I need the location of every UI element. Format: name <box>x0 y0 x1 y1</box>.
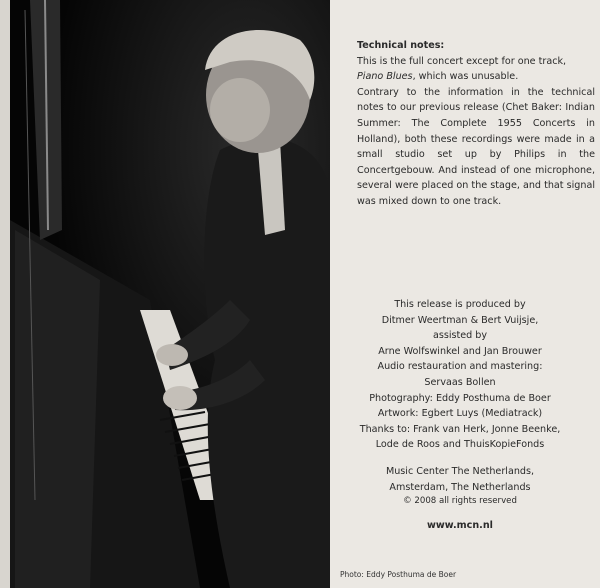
intro-text: This is the full concert except for one track, <box>357 55 567 67</box>
technical-notes-paragraph: Contrary to the information in the technical notes to our previous release (Chet Baker: Indian Summer: The Complete 1955 Concerts in Holland), both these recordings were made in a small studio set up by Philips in the Concertgebouw. And instead of one microphone, several were placed on the stage, and that signal was mixed down to one track. <box>357 86 595 207</box>
credit-line: Thanks to: Frank van Herk, Jonne Beenke, <box>359 423 561 435</box>
credit-line: Lode de Roos and ThuisKopieFonds <box>375 439 545 451</box>
technical-notes <box>357 38 595 210</box>
technical-notes-heading: Technical notes: <box>357 40 445 51</box>
credit-line: assisted by <box>432 330 488 342</box>
credit-line: This release is produced by <box>394 299 526 310</box>
intro-text-end: , which was unusable. <box>412 71 519 83</box>
credit-line: Arne Wolfswinkel and Jan Brouwer <box>378 345 542 357</box>
credit-line: Ditmer Weertman & Bert Vuijsje, <box>381 314 539 326</box>
website-url: www.mcn.nl <box>427 520 493 532</box>
credit-line: Audio restauration and mastering: <box>377 361 543 373</box>
label-line: Amsterdam, The Netherlands <box>389 481 531 493</box>
credit-line: Artwork: Egbert Luys (Mediatrack) <box>377 408 543 420</box>
text-panel <box>330 0 600 588</box>
label-line: Music Center The Netherlands, <box>385 465 535 477</box>
credits-block <box>340 297 580 534</box>
credit-line: Photography: Eddy Posthuma de Boer <box>369 392 551 404</box>
copyright-text: © 2008 all rights reserved <box>403 496 517 507</box>
credit-line: Servaas Bollen <box>424 376 496 388</box>
technical-notes-intro <box>357 54 595 85</box>
track-title: Piano Blues <box>357 71 413 83</box>
photo-credit: Photo: Eddy Posthuma de Boer <box>340 570 457 579</box>
